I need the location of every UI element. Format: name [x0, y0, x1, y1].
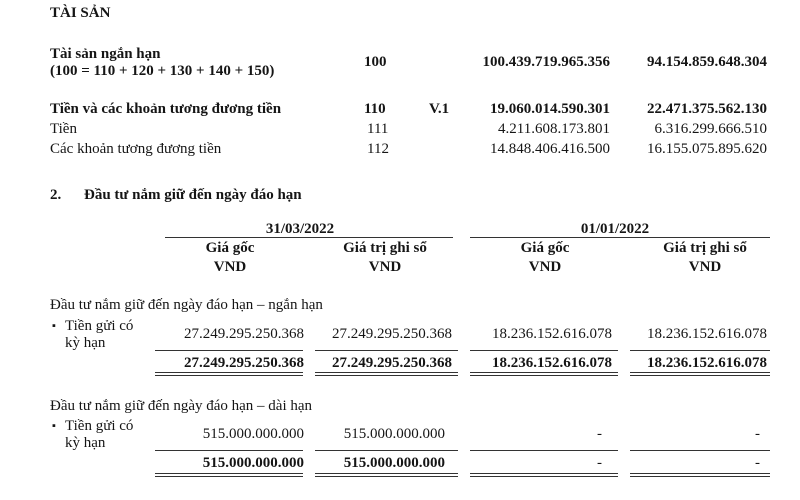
value-cell: - [755, 426, 760, 442]
bullet-icon: ▪ [52, 320, 56, 332]
total-cell: - [597, 455, 602, 471]
total-cell: 515.000.000.000 [343, 455, 445, 471]
subtotal-rule [630, 350, 770, 351]
row-value-current: 14.848.406.416.500 [490, 141, 610, 157]
header-divider [165, 237, 453, 238]
subtotal-rule [470, 450, 618, 451]
row-note: V.1 [429, 101, 450, 117]
total-double-rule [315, 473, 458, 477]
total-double-rule [470, 372, 618, 376]
row-value-current: 4.211.608.173.801 [498, 121, 610, 137]
row-label-equivalents: Các khoản tương đương tiền [50, 141, 222, 157]
total-cell: 515.000.000.000 [202, 455, 304, 471]
row-label-cash: Tiền [50, 121, 77, 137]
row-value-prior: 16.155.075.895.620 [647, 141, 767, 157]
column-cost-prior: Giá gốc [520, 240, 570, 256]
column-book-prior: Giá trị ghi sổ [663, 240, 747, 256]
subtotal-rule [470, 350, 618, 351]
row-code: 111 [367, 121, 389, 137]
total-cell: 27.249.295.250.368 [184, 355, 304, 371]
section-number: 2. [50, 187, 62, 203]
section-title-assets: TÀI SẢN [50, 5, 111, 21]
column-unit: VND [528, 259, 562, 275]
total-cell: 18.236.152.616.078 [647, 355, 767, 371]
column-unit: VND [688, 259, 722, 275]
total-cell: 18.236.152.616.078 [492, 355, 612, 371]
header-divider [470, 237, 770, 238]
subtotal-rule [155, 350, 303, 351]
value-cell: 18.236.152.616.078 [647, 326, 767, 342]
value-cell: 27.249.295.250.368 [184, 326, 304, 342]
section-title-held-to-maturity: Đầu tư nắm giữ đến ngày đáo hạn [84, 187, 302, 203]
column-unit: VND [368, 259, 402, 275]
row-code: 112 [367, 141, 389, 157]
column-date-current: 31/03/2022 [265, 221, 335, 237]
item-label-term-deposits-line2: kỳ hạn [65, 335, 106, 351]
item-label-term-deposits-line2: kỳ hạn [65, 435, 106, 451]
row-value-current: 100.439.719.965.356 [482, 54, 610, 70]
row-code: 110 [364, 101, 386, 117]
row-value-prior: 94.154.859.648.304 [647, 54, 767, 70]
total-cell: - [755, 455, 760, 471]
total-double-rule [470, 473, 618, 477]
subsection-title-long-term: Đầu tư nắm giữ đến ngày đáo hạn – dài hạn [50, 398, 313, 414]
item-label-term-deposits: Tiền gửi có [65, 418, 134, 434]
row-value-prior: 22.471.375.562.130 [647, 101, 767, 117]
row-formula-short-term-assets: (100 = 110 + 120 + 130 + 140 + 150) [50, 63, 275, 79]
row-label-cash-equivalents: Tiền và các khoản tương đương tiền [50, 101, 282, 117]
total-double-rule [630, 473, 770, 477]
row-label-short-term-assets: Tài sản ngắn hạn [50, 46, 161, 62]
column-book-current: Giá trị ghi sổ [343, 240, 427, 256]
subtotal-rule [630, 450, 770, 451]
subtotal-rule [315, 350, 458, 351]
bullet-icon: ▪ [52, 420, 56, 432]
item-label-term-deposits: Tiền gửi có [65, 318, 134, 334]
total-double-rule [155, 473, 303, 477]
subsection-title-short-term: Đầu tư nắm giữ đến ngày đáo hạn – ngắn hạn [50, 297, 323, 313]
total-double-rule [315, 372, 458, 376]
value-cell: 515.000.000.000 [202, 426, 304, 442]
column-unit: VND [213, 259, 247, 275]
total-double-rule [155, 372, 303, 376]
value-cell: 18.236.152.616.078 [492, 326, 612, 342]
value-cell: 515.000.000.000 [343, 426, 445, 442]
total-double-rule [630, 372, 770, 376]
total-cell: 27.249.295.250.368 [332, 355, 452, 371]
value-cell: - [597, 426, 602, 442]
subtotal-rule [315, 450, 458, 451]
column-date-prior: 01/01/2022 [580, 221, 650, 237]
value-cell: 27.249.295.250.368 [332, 326, 452, 342]
row-code: 100 [364, 54, 387, 70]
column-cost-current: Giá gốc [205, 240, 255, 256]
row-value-prior: 6.316.299.666.510 [654, 121, 767, 137]
row-value-current: 19.060.014.590.301 [490, 101, 610, 117]
subtotal-rule [155, 450, 303, 451]
